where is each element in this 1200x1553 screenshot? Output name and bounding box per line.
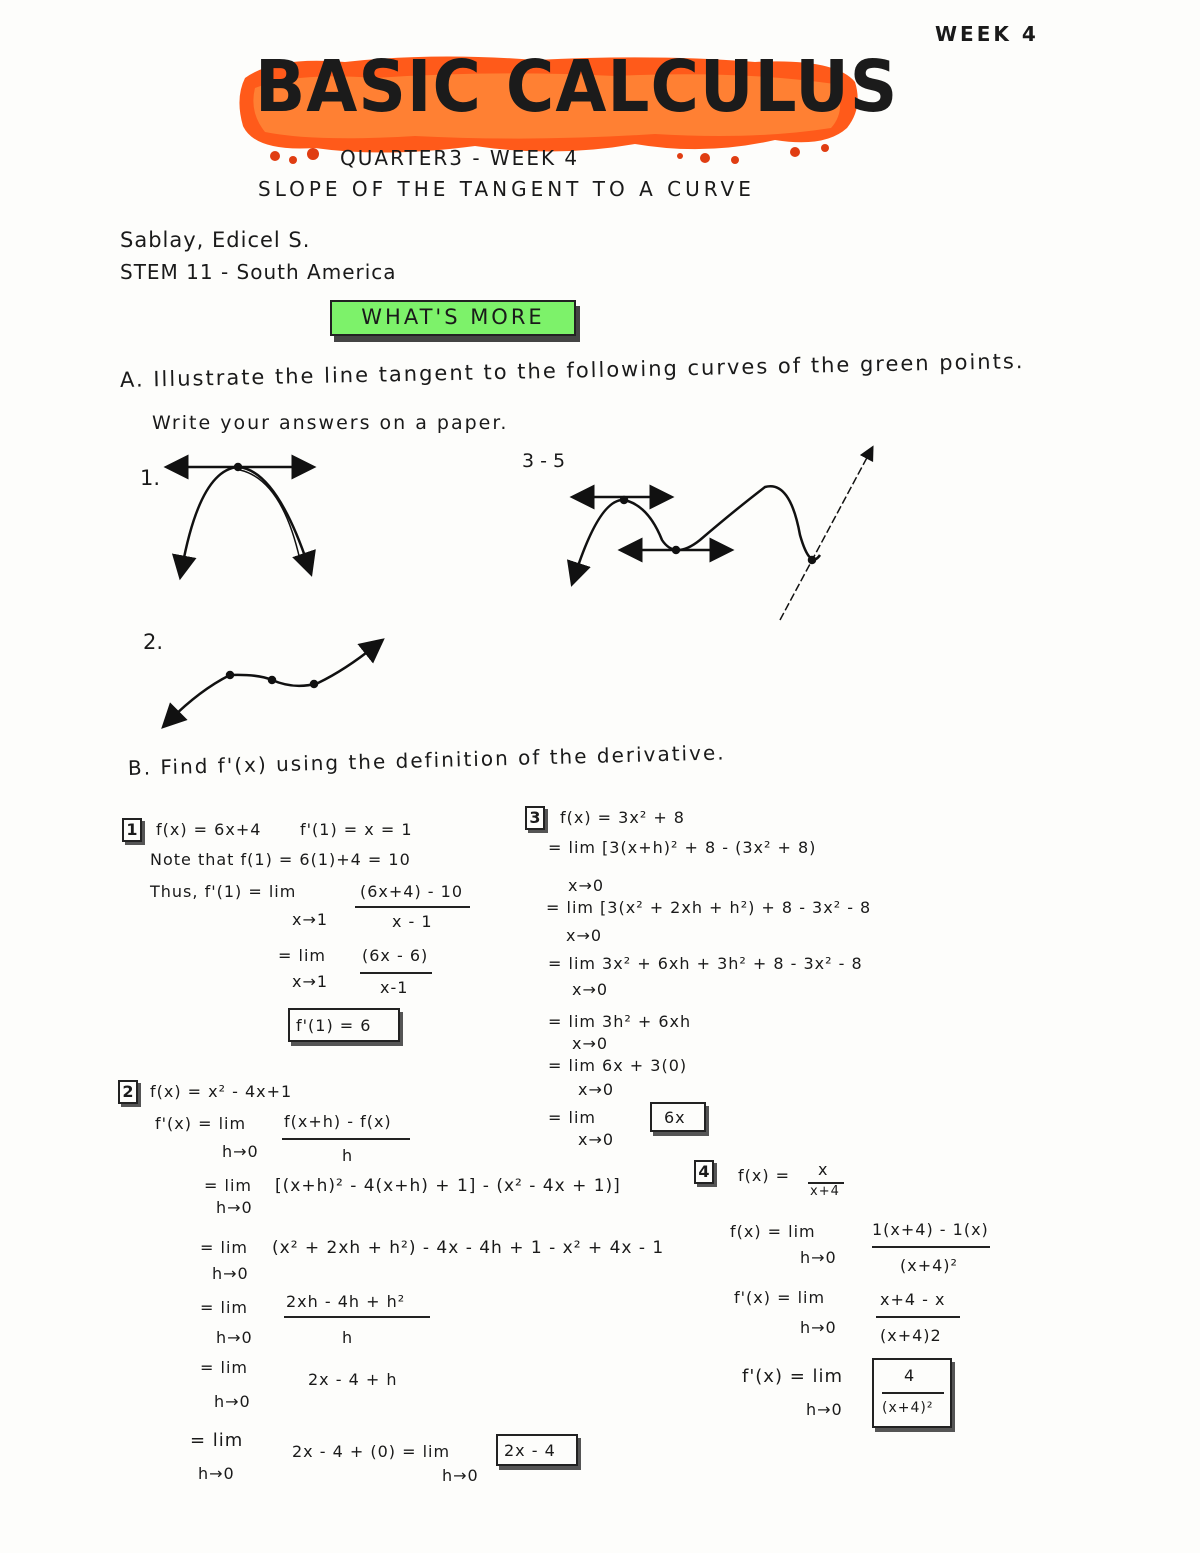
problem-2-step-3-lim: = lim (200, 1298, 248, 1317)
problem-3-step-6-sub: x→0 (578, 1130, 615, 1149)
problem-4-answer-numerator: 4 (904, 1366, 916, 1385)
problem-4-number: 4 (694, 1160, 714, 1184)
problem-2-step-1: [(x+h)² - 4(x+h) + 1] - (x² - 4x + 1)] (275, 1176, 621, 1196)
problem-1-note: Note that f(1) = 6(1)+4 = 10 (150, 850, 411, 869)
lesson-title: SLOPE OF THE TANGENT TO A CURVE (258, 177, 755, 201)
problem-1-denominator-2: x-1 (380, 978, 409, 997)
problem-2-definition-numerator: f(x+h) - f(x) (284, 1112, 392, 1131)
problem-2-step-4-sub: h→0 (214, 1392, 251, 1411)
problem-1-numerator-2: (6x - 6) (362, 946, 429, 965)
problem-1-numerator-1: (6x+4) - 10 (360, 882, 464, 901)
problem-2-step-1-lim: = lim (204, 1176, 252, 1195)
problem-2-step-5-sub-2: h→0 (442, 1466, 479, 1485)
problem-2-answer-box (496, 1434, 578, 1466)
figure-1-label: 1. (140, 466, 161, 490)
problem-2-step-2: (x² + 2xh + h²) - 4x - 4h + 1 - x² + 4x - 1 (272, 1238, 665, 1258)
page-title: BASIC CALCULUS (255, 44, 899, 129)
student-section: STEM 11 - South America (120, 260, 397, 284)
problem-1-thus: Thus, f'(1) = lim (150, 882, 297, 901)
problem-3-step-3: = lim 3x² + 6xh + 3h² + 8 - 3x² - 8 (548, 954, 863, 973)
problem-2-answer: 2x - 4 (504, 1441, 556, 1460)
problem-4-line-1-denominator: (x+4)² (900, 1256, 958, 1275)
problem-2-step-5: 2x - 4 + (0) = lim (292, 1442, 451, 1461)
problem-1-answer: f'(1) = 6 (296, 1016, 372, 1035)
problem-1-point: f'(1) = x = 1 (300, 820, 413, 839)
problem-4-line-1: f(x) = lim (730, 1222, 816, 1241)
problem-2-definition-sub: h→0 (222, 1142, 259, 1161)
problem-4-line-3: f'(x) = lim (742, 1366, 844, 1387)
problem-4-line-1-sub: h→0 (800, 1248, 837, 1267)
problem-2-step-4-lim: = lim (200, 1358, 248, 1377)
problem-1-sub-1: x→1 (292, 910, 329, 929)
problem-4-line-1-numerator: 1(x+4) - 1(x) (872, 1220, 989, 1239)
problem-3-step-5-sub: x→0 (578, 1080, 615, 1099)
whats-more-label: WHAT'S MORE (361, 305, 545, 329)
problem-4-line-2-denominator: (x+4)2 (880, 1326, 942, 1345)
part-a-instruction: A. Illustrate the line tangent to the following curves of the green points. (119, 349, 1025, 392)
problem-4-given-numerator: x (818, 1160, 829, 1179)
tangent-sketches (0, 0, 1200, 760)
fraction-bar (355, 906, 470, 908)
problem-3-step-5: = lim 6x + 3(0) (548, 1056, 688, 1075)
part-b-instruction: B. Find f'(x) using the definition of the derivative. (127, 740, 726, 780)
problem-4-answer-denominator: (x+4)² (882, 1400, 934, 1416)
problem-3-step-4: = lim 3h² + 6xh (548, 1012, 692, 1031)
problem-3-number: 3 (525, 806, 545, 830)
fraction-bar (360, 972, 432, 974)
problem-3-answer-box (650, 1102, 706, 1132)
problem-3-step-4-sub: x→0 (572, 1034, 609, 1053)
student-name: Sablay, Edicel S. (120, 228, 311, 252)
fraction-bar (872, 1246, 990, 1248)
fraction-bar (876, 1316, 960, 1318)
problem-1-lim-2: = lim (278, 946, 326, 965)
fraction-bar (882, 1392, 944, 1394)
problem-3-step-3-sub: x→0 (572, 980, 609, 999)
problem-2-step-3-numerator: 2xh - 4h + h² (286, 1292, 406, 1311)
problem-2-step-2-lim: = lim (200, 1238, 248, 1257)
week-label: WEEK 4 (935, 22, 1039, 46)
problem-4-given-denominator: x+4 (810, 1184, 840, 1199)
problem-4-line-2: f'(x) = lim (734, 1288, 826, 1307)
problem-3-given: f(x) = 3x² + 8 (560, 808, 685, 827)
problem-2-step-5-lim: = lim (190, 1430, 244, 1451)
fraction-bar (282, 1138, 410, 1140)
quarter-label: QUARTER3 - WEEK 4 (340, 146, 580, 170)
problem-3-step-2-sub: x→0 (566, 926, 603, 945)
figure-3-5-curve (575, 452, 870, 620)
problem-4-given-prefix: f(x) = (738, 1166, 791, 1185)
problem-3-step-1: = lim [3(x+h)² + 8 - (3x² + 8) (548, 838, 817, 857)
figure-2-curve (170, 646, 375, 720)
figure-3-5-label: 3 - 5 (522, 450, 566, 472)
problem-1-sub-2: x→1 (292, 972, 329, 991)
fraction-bar (284, 1316, 430, 1318)
problem-3-answer: 6x (664, 1108, 686, 1127)
problem-1-number: 1 (122, 818, 142, 842)
problem-2-step-5-sub: h→0 (198, 1464, 235, 1483)
problem-4-line-2-sub: h→0 (800, 1318, 837, 1337)
problem-1-answer-box (288, 1008, 400, 1042)
problem-2-given: f(x) = x² - 4x+1 (150, 1082, 293, 1101)
figure-1-curve (176, 464, 308, 568)
problem-2-definition: f'(x) = lim (155, 1114, 247, 1133)
problem-4-line-2-numerator: x+4 - x (880, 1290, 946, 1309)
problem-2-definition-denominator: h (342, 1146, 354, 1165)
problem-3-step-1-sub: x→0 (568, 876, 605, 895)
problem-4-answer-box (872, 1358, 952, 1428)
problem-2-step-3-denominator: h (342, 1328, 354, 1347)
problem-4-line-3-sub: h→0 (806, 1400, 843, 1419)
problem-1-given: f(x) = 6x+4 (156, 820, 262, 839)
figure-2-label: 2. (143, 630, 164, 654)
problem-2-number: 2 (118, 1080, 138, 1104)
problem-3-step-6: = lim (548, 1108, 596, 1127)
problem-1-denominator-1: x - 1 (392, 912, 433, 931)
problem-2-step-1-sub: h→0 (216, 1198, 253, 1217)
part-a-instruction-line2: Write your answers on a paper. (152, 412, 509, 434)
problem-3-step-2: = lim [3(x² + 2xh + h²) + 8 - 3x² - 8 (546, 898, 872, 917)
problem-2-step-4: 2x - 4 + h (308, 1370, 398, 1389)
problem-2-step-2-sub: h→0 (212, 1264, 249, 1283)
problem-2-step-3-sub: h→0 (216, 1328, 253, 1347)
